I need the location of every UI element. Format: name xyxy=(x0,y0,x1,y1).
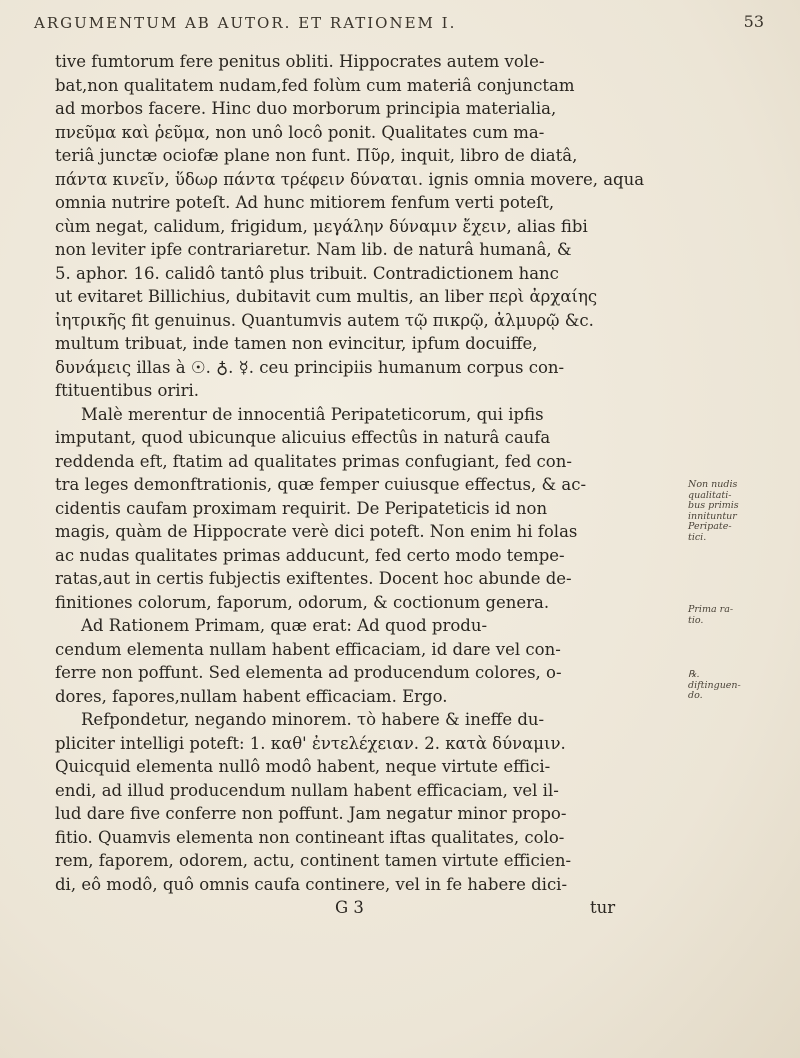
text-line: non leviter ipfe contrariaretur. Nam lib. de naturâ humanâ, & xyxy=(55,240,572,259)
page-number: 53 xyxy=(743,12,764,31)
text-line: ferre non poffunt. Sed elementa ad producendum colores, o- xyxy=(55,663,562,682)
text-line: fitio. Quamvis elementa non contineant iftas qualitates, colo- xyxy=(55,827,565,847)
text-line: endi, ad illud producendum nullam habent efficaciam, vel il- xyxy=(55,780,559,800)
body-text xyxy=(55,50,680,920)
text-line: teriâ junctæ ociofæ plane non funt. Πῦρ, inquit, libro de diatâ, xyxy=(55,146,578,165)
text-line: cùm negat, calidum, frigidum, μεγάλην δύναμιν ἔχειν, alias fibi xyxy=(55,216,588,236)
text-line: imputant, quod ubicunque alicuius effectûs in naturâ caufa xyxy=(55,428,551,447)
text-line: lud dare five conferre non poffunt. Jam negatur minor propo- xyxy=(55,804,567,823)
text-line: tra leges demonftrationis, quæ femper cuiusque effectus, & ac- xyxy=(55,475,587,494)
margin-note-non-nudis: Non nudis qualitati- bus primis innituntur Peripate- tici. xyxy=(688,479,739,543)
catchword: tur xyxy=(590,898,616,917)
margin-note-rx: ℞. diftinguen- do. xyxy=(688,669,741,701)
text-line: magis, quàm de Hippocrate verè dici poteft. Non enim hi folas xyxy=(55,522,578,541)
text-line: Refpondetur, negando minorem. τὸ habere & ineffe du- xyxy=(81,710,545,729)
signature-mark: G 3 xyxy=(335,898,364,917)
text-line: πάντα κινεῖν, ὕδωρ πάντα τρέφειν δύναται. ignis omnia movere, aqua xyxy=(55,169,645,189)
text-line: ftituentibus oriri. xyxy=(55,381,199,400)
text-line: cidentis caufam proximam requirit. De Peripateticis id non xyxy=(55,498,548,518)
text-line: rem, faporem, odorem, actu, continent tamen virtute efficien- xyxy=(55,851,572,870)
text-line: multum tribuat, inde tamen non evincitur, ipfum docuiffe, xyxy=(55,334,538,353)
text-line: ad morbos facere. Hinc duo morborum principia materialia, xyxy=(55,99,557,118)
text-line: tive fumtorum fere penitus obliti. Hippocrates autem vole- xyxy=(55,52,545,71)
text-line: ἰητρικῆς fit genuinus. Quantumvis autem τῷ πικρῷ, ἀλμυρῷ &c. xyxy=(55,310,594,330)
text-line: bat,non qualitatem nudam,fed folùm cum materiâ conjunctam xyxy=(55,75,575,95)
text-line: omnia nutrire poteſt. Ad hunc mitiorem fenfum verti poteſt, xyxy=(55,193,555,212)
text-line: cendum elementa nullam habent efficaciam, id dare vel con- xyxy=(55,639,561,659)
running-title: ARGUMENTUM AB AUTOR. ET RATIONEM I. xyxy=(34,14,457,32)
text-line: finitiones colorum, faporum, odorum, & coctionum genera. xyxy=(55,592,550,612)
text-line: dores, fapores,nullam habent efficaciam. Ergo. xyxy=(55,686,448,706)
running-header xyxy=(34,10,764,40)
text-line: di, eô modô, quô omnis caufa continere, vel in fe habere dici- xyxy=(55,874,568,894)
text-line: πνεῦμα καὶ ῥεῦμα, non unô locô ponit. Qualitates cum ma- xyxy=(55,122,545,142)
text-line: pliciter intelligi poteft: 1. καθ' ἐντελέχειαν. 2. κατὰ δύναμιν. xyxy=(55,733,566,753)
text-line: ratas,aut in certis fubjectis exiftentes. Docent hoc abunde de- xyxy=(55,569,572,588)
text-line: δυνάμεις illas à ☉. ♁. ☿. ceu principiis humanum corpus con- xyxy=(55,357,565,377)
text-line: Malè merentur de innocentiâ Peripateticorum, qui ipfis xyxy=(81,404,544,424)
text-line: ut evitaret Billichius, dubitavit cum multis, an liber περὶ ἀρχαίης xyxy=(55,287,598,306)
page-footer xyxy=(55,896,680,920)
text-line: Quicquid elementa nullô modô habent, neque virtute effici- xyxy=(55,757,551,776)
text-line: Ad Rationem Primam, quæ erat: Ad quod produ- xyxy=(81,616,488,635)
text-line: ac nudas qualitates primas adducunt, fed certo modo tempe- xyxy=(55,545,565,565)
text-line: reddenda eft, ftatim ad qualitates primas confugiant, fed con- xyxy=(55,451,572,471)
margin-note-prima-ratio: Prima ra- tio. xyxy=(688,604,734,626)
text-line: 5. aphor. 16. calidô tantô plus tribuit. Contradictionem hanc xyxy=(55,263,559,283)
